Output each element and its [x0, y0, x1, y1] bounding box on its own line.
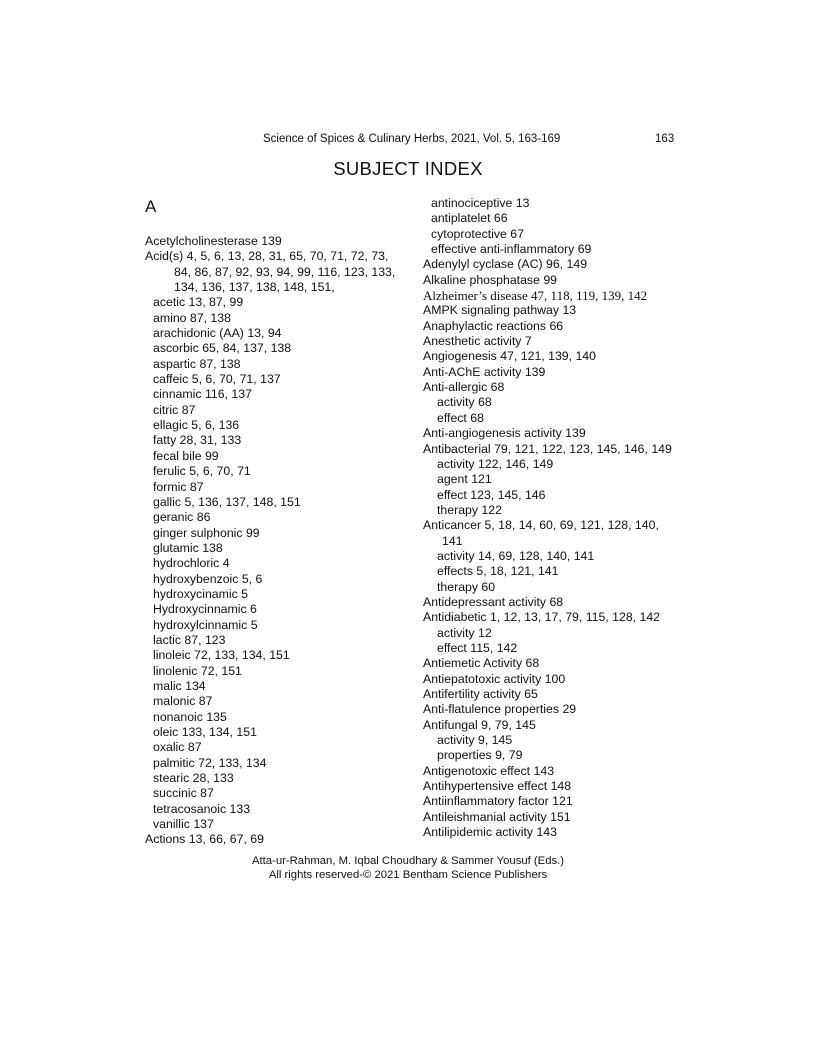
index-subentry: malic 134: [153, 678, 206, 693]
index-subentry: stearic 28, 133: [153, 771, 234, 786]
index-subentry: palmitic 72, 133, 134: [153, 755, 267, 770]
index-subentry: properties 9, 79: [437, 748, 523, 763]
index-subentry: oxalic 87: [153, 740, 202, 755]
index-entry-continuation: 141: [442, 533, 463, 548]
index-subentry: effective anti-inflammatory 69: [431, 242, 592, 257]
index-subentry: hydroxycinamic 5: [153, 586, 248, 601]
index-entry: Alzheimer’s disease 47, 118, 119, 139, 142: [423, 288, 648, 304]
index-subentry: vanillic 137: [153, 817, 214, 832]
footer-copyright: All rights reserved-© 2021 Bentham Science Publishers: [268, 868, 548, 881]
index-entry: Acetylcholinesterase 139: [145, 234, 282, 248]
index-entry: Antilipidemic activity 143: [423, 825, 557, 840]
index-subentry: nonanoic 135: [153, 709, 227, 724]
index-subentry: acetic 13, 87, 99: [153, 295, 244, 310]
index-subentry: hydroxylcinnamic 5: [153, 617, 258, 632]
index-entry: Anti-allergic 68: [423, 380, 505, 395]
index-subentry: linoleic 72, 133, 134, 151: [153, 648, 290, 663]
index-subentry: therapy 122: [437, 502, 502, 517]
index-subentry: activity 68: [437, 395, 492, 410]
index-subentry: ferulic 5, 6, 70, 71: [153, 464, 251, 479]
index-entry: Antileishmanial activity 151: [423, 809, 571, 824]
page-title: SUBJECT INDEX: [333, 158, 483, 179]
index-entry: Antibacterial 79, 121, 122, 123, 145, 146, 149: [423, 441, 672, 456]
index-subentry: activity 12: [437, 625, 492, 640]
index-entry: Antidiabetic 1, 12, 13, 17, 79, 115, 128, 142: [423, 610, 661, 625]
index-subentry: lactic 87, 123: [153, 632, 226, 647]
index-subentry: Hydroxycinnamic 6: [153, 602, 257, 617]
index-subentry: effect 115, 142: [437, 640, 518, 655]
page-number: 163: [655, 133, 675, 145]
index-subentry: linolenic 72, 151: [153, 663, 242, 678]
index-subentry: agent 121: [437, 472, 492, 487]
index-entry: Anti-flatulence properties 29: [423, 702, 577, 717]
index-subentry: antinociceptive 13: [431, 196, 530, 210]
index-subentry: gallic 5, 136, 137, 148, 151: [153, 494, 301, 509]
index-subentry: effect 123, 145, 146: [437, 487, 546, 502]
index-entry: Antiepatotoxic activity 100: [423, 671, 566, 686]
index-entry: Anesthetic activity 7: [423, 334, 532, 349]
index-subentry: fecal bile 99: [153, 448, 219, 463]
index-entry: AMPK signaling pathway 13: [423, 303, 577, 318]
index-subentry: activity 9, 145: [437, 733, 513, 748]
index-subentry: hydroxybenzoic 5, 6: [153, 571, 263, 586]
index-entry: Angiogenesis 47, 121, 139, 140: [423, 349, 596, 364]
index-subentry: citric 87: [153, 402, 196, 417]
footer-editors: Atta-ur-Rahman, M. Iqbal Choudhary & Sammer Yousuf (Eds.): [251, 855, 565, 867]
journal-citation: Science of Spices & Culinary Herbs, 2021, Vol. 5, 163-169: [263, 133, 561, 145]
index-entry-continuation: 134, 136, 137, 138, 148, 151,: [174, 280, 335, 295]
index-subentry: geranic 86: [153, 510, 211, 525]
index-subentry: effects 5, 18, 121, 141: [437, 564, 559, 579]
index-subentry: activity 14, 69, 128, 140, 141: [437, 548, 595, 563]
index-subentry: formic 87: [153, 479, 204, 494]
index-entry: Antifungal 9, 79, 145: [423, 717, 536, 732]
index-entry: Anti-AChE activity 139: [423, 364, 546, 379]
index-subentry: activity 122, 146, 149: [437, 456, 554, 471]
index-entry: Actions 13, 66, 67, 69: [145, 832, 264, 847]
index-subentry: cinnamic 116, 137: [153, 387, 252, 402]
index-column-right: [423, 196, 683, 840]
index-entry: Antigenotoxic effect 143: [423, 763, 555, 778]
index-entry: Antiinflammatory factor 121: [423, 794, 573, 809]
index-subentry: ascorbic 65, 84, 137, 138: [153, 341, 292, 356]
index-subentry: malonic 87: [153, 694, 213, 709]
index-subentry: hydrochloric 4: [153, 556, 230, 571]
index-entry: Adenylyl cyclase (AC) 96, 149: [423, 257, 588, 272]
index-entry: Alkaline phosphatase 99: [423, 272, 557, 287]
index-subentry: glutamic 138: [153, 540, 223, 555]
index-subentry: arachidonic (AA) 13, 94: [153, 326, 282, 341]
section-letter: A: [145, 197, 157, 216]
index-entry: Acid(s) 4, 5, 6, 13, 28, 31, 65, 70, 71, 72, 73,: [145, 249, 389, 264]
index-entry: Antifertility activity 65: [423, 687, 538, 701]
page-footer: [0, 855, 816, 882]
index-entry: Anti-angiogenesis activity 139: [423, 426, 586, 441]
index-subentry: effect 68: [437, 410, 484, 425]
index-entry: Antihypertensive effect 148: [423, 779, 572, 794]
index-subentry: tetracosanoic 133: [153, 801, 251, 816]
index-subentry: ginger sulphonic 99: [153, 525, 260, 540]
index-subentry: aspartic 87, 138: [153, 356, 241, 371]
index-entry: Antiemetic Activity 68: [423, 656, 540, 671]
index-subentry: antiplatelet 66: [431, 211, 508, 226]
index-subentry: ellagic 5, 6, 136: [153, 418, 240, 433]
index-subentry: amino 87, 138: [153, 310, 231, 325]
index-entry: Anaphylactic reactions 66: [423, 318, 564, 333]
index-subentry: caffeic 5, 6, 70, 71, 137: [153, 372, 281, 387]
index-subentry: succinic 87: [153, 786, 214, 801]
index-subentry: therapy 60: [437, 579, 496, 594]
index-entry-continuation: 84, 86, 87, 92, 93, 94, 99, 116, 123, 133,: [174, 264, 396, 279]
index-entry: Antidepressant activity 68: [423, 594, 564, 609]
index-subentry: cytoprotective 67: [431, 226, 524, 241]
index-subentry: fatty 28, 31, 133: [153, 433, 242, 448]
index-entry: Anticancer 5, 18, 14, 60, 69, 121, 128, 140,: [423, 518, 659, 533]
index-column-left: [145, 234, 415, 848]
index-subentry: oleic 133, 134, 151: [153, 725, 257, 739]
